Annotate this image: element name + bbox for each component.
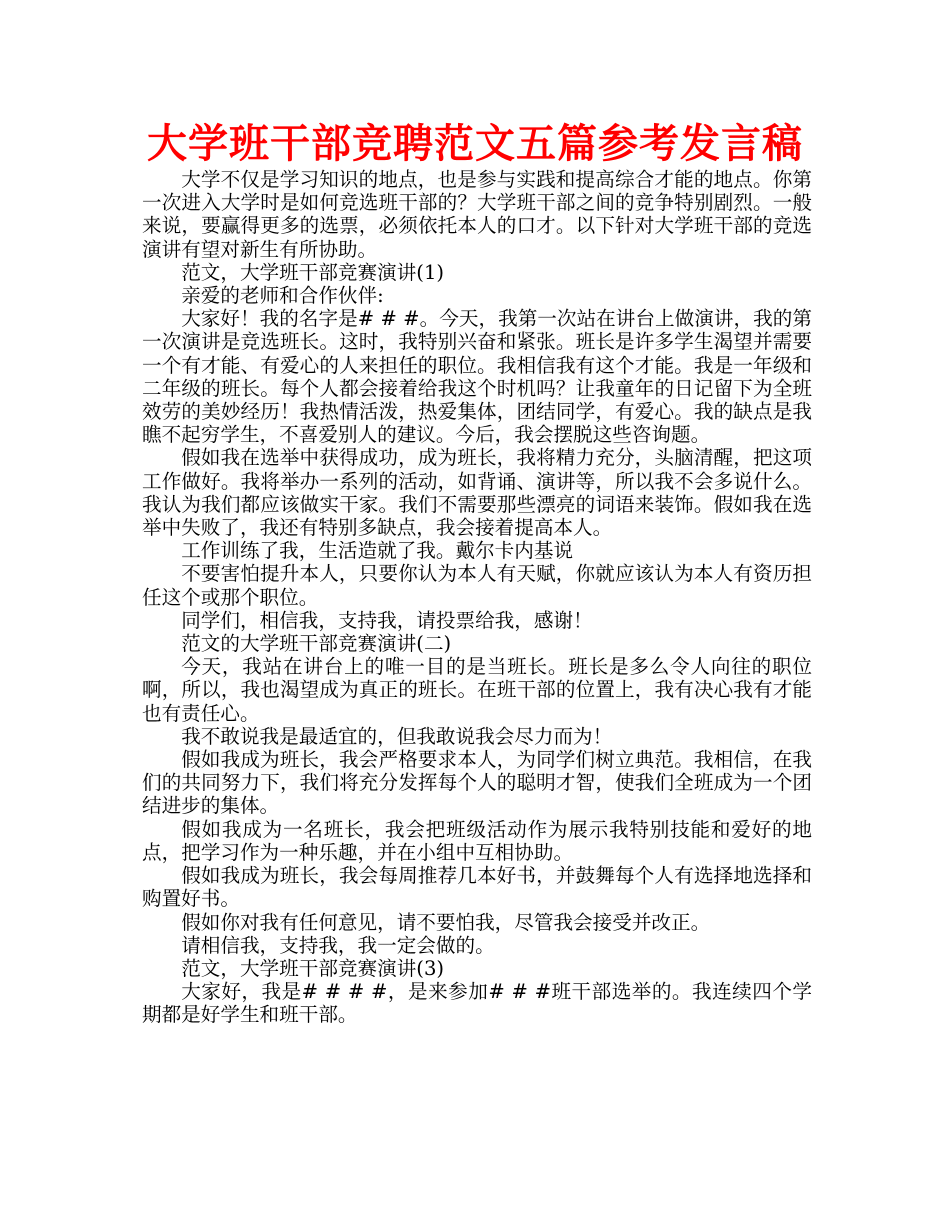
paragraph: 假如我成为一名班长，我会把班级活动作为展示我特别技能和爱好的地点，把学习作为一种乐趣，并在小组中互相协助。	[142, 817, 812, 864]
paragraph-heading-1: 范文，大学班干部竞赛演讲(1)	[181, 260, 445, 284]
paragraph-heading-3: 范文，大学班干部竞赛演讲(3)	[181, 956, 445, 980]
paragraph-heading-2: 范文的大学班干部竞赛演讲(二)	[181, 632, 452, 656]
paragraph-intro: 大学不仅是学习知识的地点，也是参与实践和提高综合才能的地点。你第一次进入大学时是如何竞选班干部的？大学班干部之间的竞争特别剧烈。一般来说，要赢得更多的选票，必须依托本人的口才。以下针对大学班干部的竞选演讲有望对新生有所协助。	[142, 168, 812, 261]
paragraph: 假如我在选举中获得成功，成为班长，我将精力充分，头脑清醒，把这项工作做好。我将举办一系列的活动，如背诵、演讲等，所以我不会多说什么。我认为我们都应该做实干家。我们不需要那些漂亮的词语来装饰。假如我在选举中失败了，我还有特别多缺点，我会接着提高本人。	[142, 446, 812, 540]
paragraph: 请相信我，支持我，我一定会做的。	[181, 933, 495, 957]
paragraph: 大家好，我是# # # #，是来参加# # #班干部选举的。我连续四个学期都是好学生和班干部。	[142, 980, 812, 1027]
paragraph: 工作训练了我，生活造就了我。戴尔卡内基说	[181, 539, 574, 563]
paragraph: 今天，我站在讲台上的唯一目的是当班长。班长是多么令人向往的职位啊，所以，我也渴望成为真正的班长。在班干部的位置上，我有决心我有才能也有责任心。	[142, 655, 812, 725]
document-body	[142, 168, 812, 1027]
paragraph: 不要害怕提升本人，只要你认为本人有天赋，你就应该认为本人有资历担任这个或那个职位。	[142, 562, 812, 609]
document-title: 大学班干部竞聘范文五篇参考发言稿	[147, 121, 803, 167]
paragraph: 我不敢说我是最适宜的，但我敢说我会尽力而为！	[181, 724, 613, 748]
paragraph: 同学们，相信我，支持我，请投票给我，感谢！	[181, 608, 593, 632]
paragraph: 假如我成为班长，我会严格要求本人，为同学们树立典范。我相信，在我们的共同努力下，我们将充分发挥每个人的聪明才智，使我们全班成为一个团结进步的集体。	[142, 748, 812, 818]
paragraph: 假如我成为班长，我会每周推荐几本好书，并鼓舞每个人有选择地选择和购置好书。	[142, 864, 812, 911]
paragraph: 大家好！我的名字是# # #。今天，我第一次站在讲台上做演讲，我的第一次演讲是竞选班长。这时，我特别兴奋和紧张。班长是许多学生渴望并需要一个有才能、有爱心的人来担任的职位。我相信我有这个才能。我是一年级和二年级的班长。每个人都会接着给我这个时机吗？让我童年的日记留下为全班效劳的美妙经历！我热情活泼，热爱集体，团结同学，有爱心。我的缺点是我瞧不起穷学生，不喜爱别人的建议。今后，我会摆脱这些咨询题。	[142, 307, 812, 447]
paragraph: 假如你对我有任何意见，请不要怕我，尽管我会接受并改正。	[181, 910, 711, 934]
paragraph-greeting: 亲爱的老师和合作伙伴:	[181, 284, 384, 308]
